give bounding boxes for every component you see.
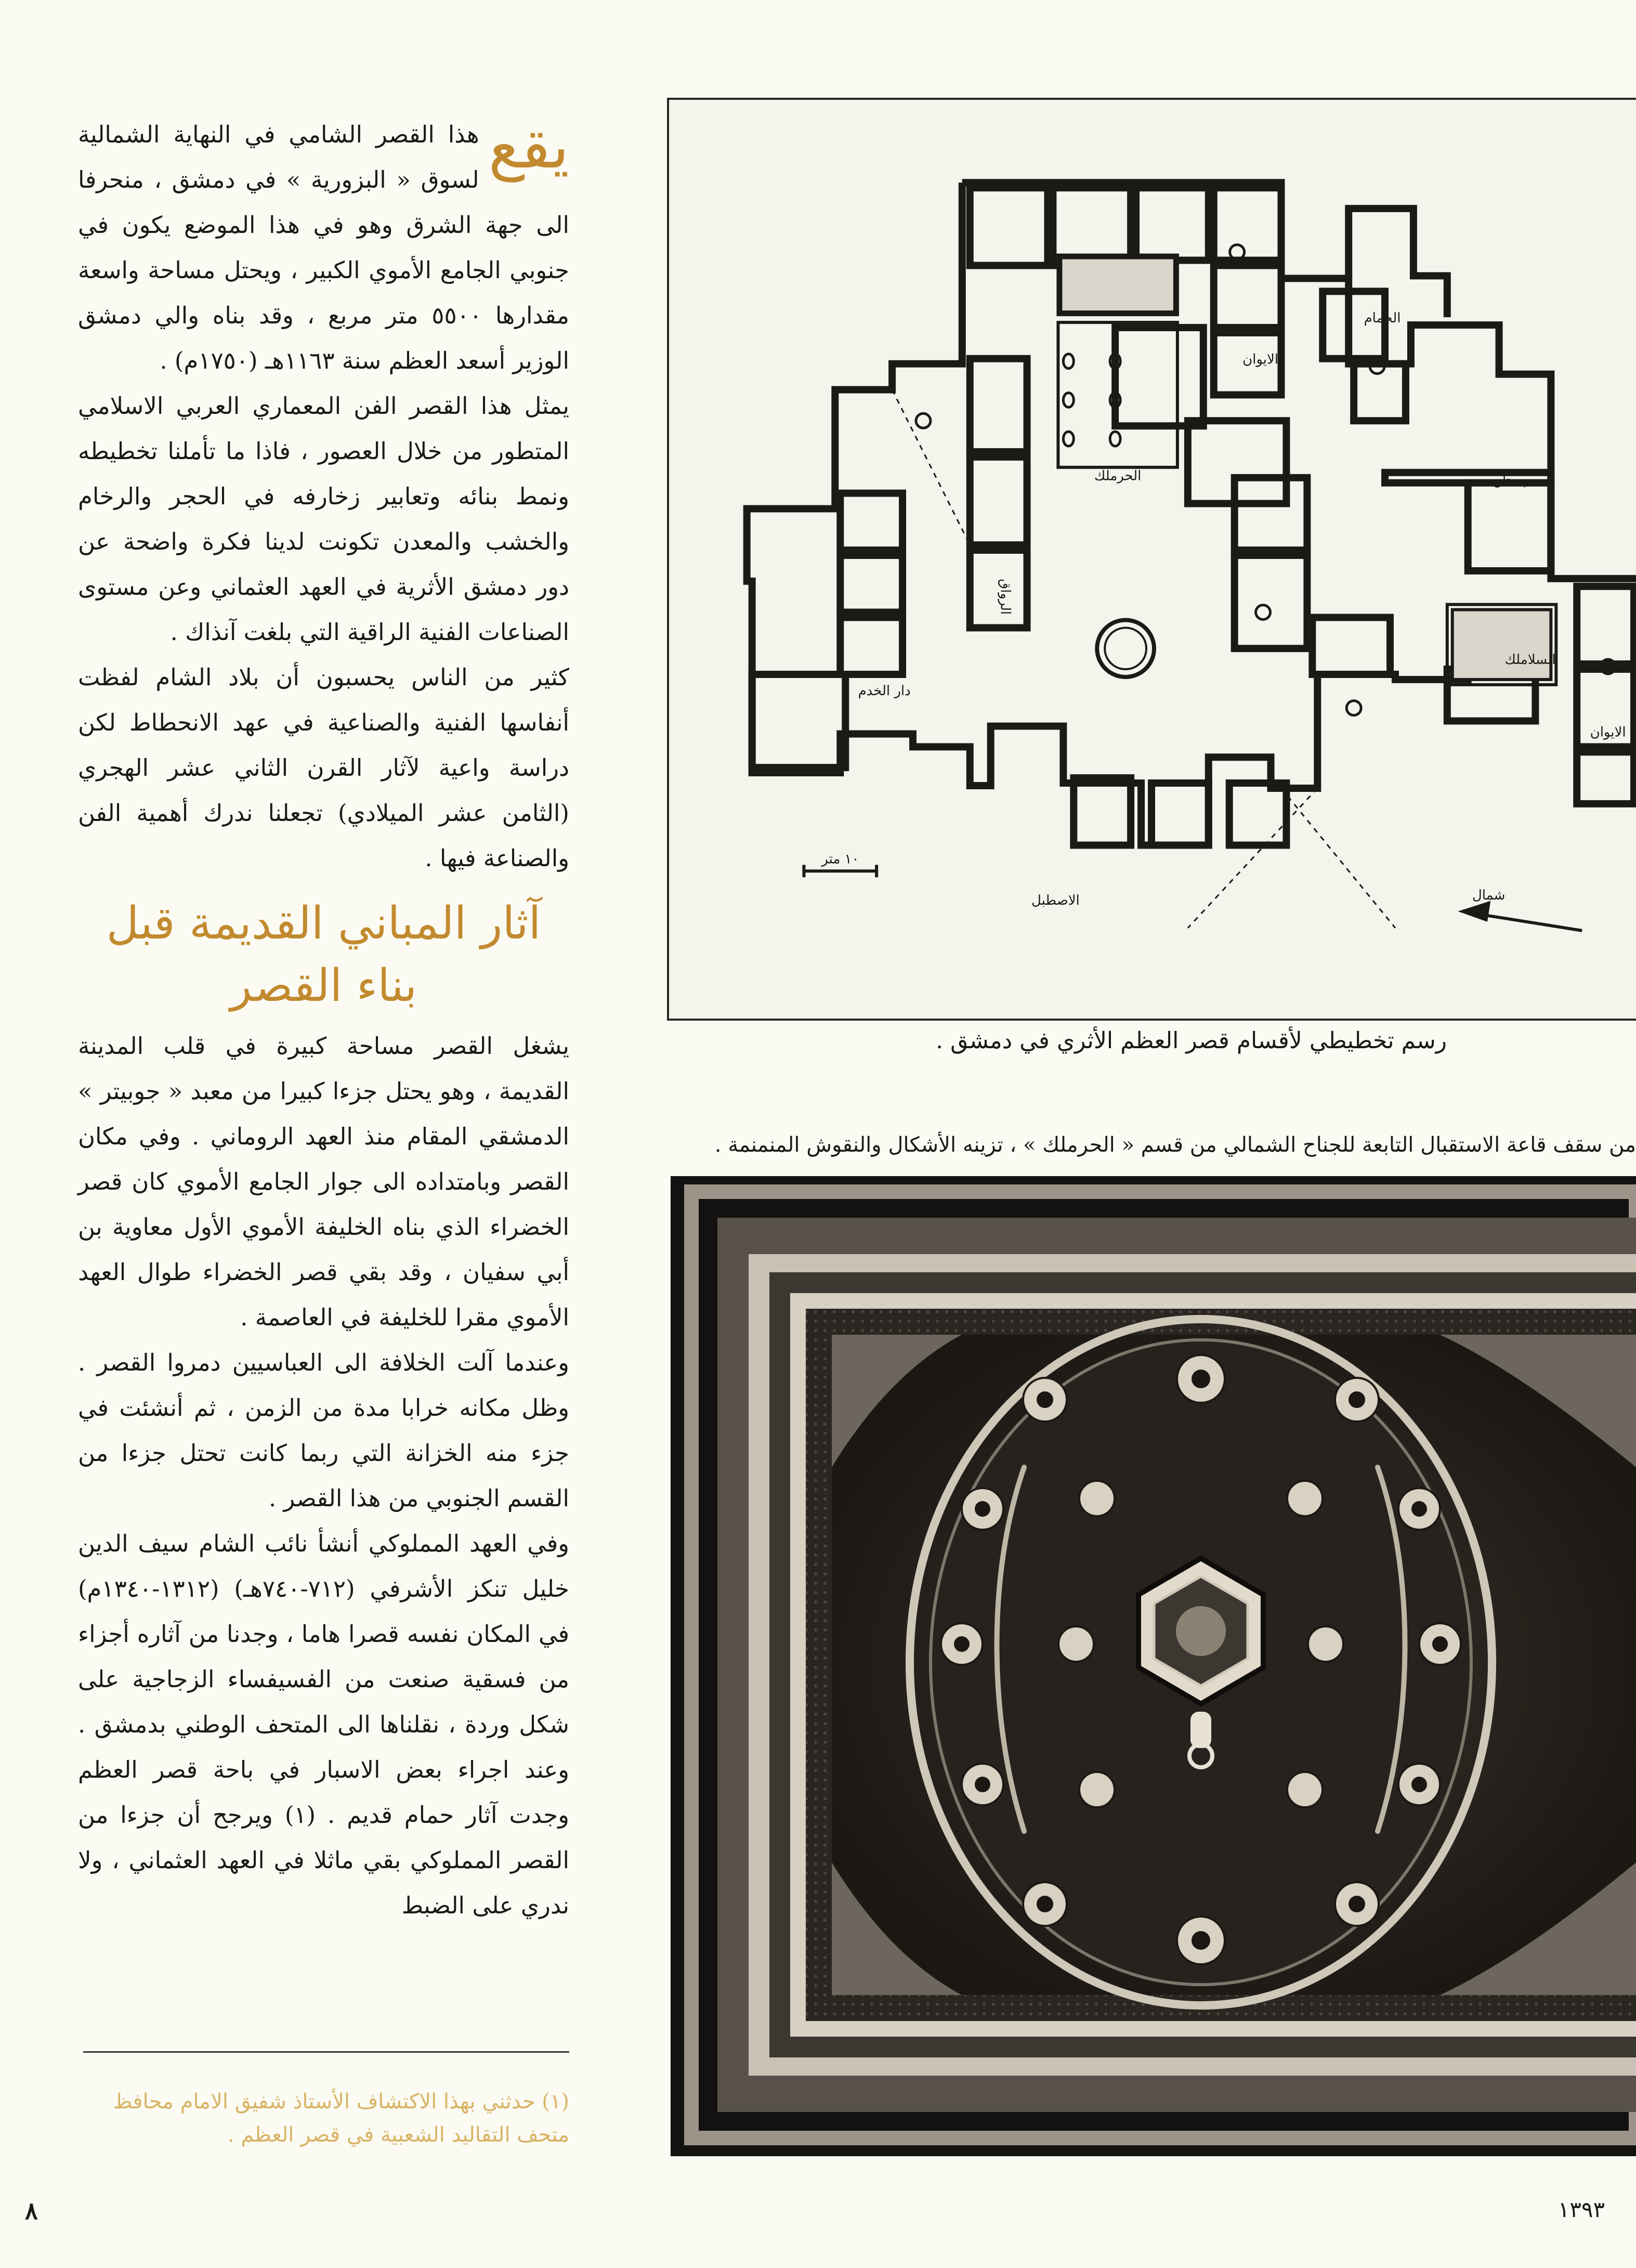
plan-label-dar-khadam: دار الخدم bbox=[858, 683, 911, 699]
plan-label-istabl: الاصطبل bbox=[1031, 893, 1080, 908]
plan-label-north: شمال bbox=[1472, 888, 1506, 904]
ceiling-photo bbox=[671, 1176, 1636, 2156]
article-text-column bbox=[78, 112, 569, 1928]
plan-label-selamlik: السلاملك bbox=[1504, 652, 1556, 668]
dropcap: يقع bbox=[488, 110, 569, 182]
plan-label-iwan: الايوان bbox=[1242, 351, 1278, 368]
article-paragraph-3: كثير من الناس يحسبون أن بلاد الشام لفظت أنفاسها الفنية والصناعية في عهد الانحطاط لكن دراسة واعية لآثار القرن الثاني عشر الهجري (الثامن عشر الميلادي) تجعلنا ندرك أهمية الفن والصناعة فيها . bbox=[78, 663, 569, 872]
footnote-divider bbox=[83, 2051, 569, 2053]
page-number-right: ١٣٩٣ bbox=[1558, 2197, 1605, 2222]
plan-label-riwaq: الرواق bbox=[997, 579, 1013, 615]
plan-label-hammam: الحمام bbox=[1364, 310, 1401, 327]
article-paragraph-2: يمثل هذا القصر الفن المعماري العربي الاسلامي المتطور من خلال العصور ، فاذا ما تأملنا تخطيطه ونمط بنائه وتعابير زخارفه في الحجر والرخام والخشب والمعدن تكونت لدينا فكرة واضحة عن دور دمشق الأثرية في العهد العثماني وعن مستوى الصناعات الفنية الراقية التي بلغت آنذاك . bbox=[78, 392, 569, 646]
article-paragraph-1: يقع هذا القصر الشامي في النهاية الشمالية لسوق « البزورية » في دمشق ، منحرفا الى جهة الشرق وهو في هذا الموضع يكون في جنوبي الجامع الأموي الكبير ، ويحتل مساحة واسعة مقدارها ٥٥٠٠ متر مربع ، وقد بناه والي دمشق الوزير أسعد العظم سنة ١١٦٣هـ (١٧٥٠م) . bbox=[78, 110, 569, 374]
section-paragraph-3: وفي العهد المملوكي أنشأ نائب الشام سيف الدين خليل تنكز الأشرفي (٧١٢-٧٤٠هـ) (١٣١٢-١٣٤٠م) في المكان نفسه قصرا هاما ، وجدنا من آثاره أجزاء من فسقية صنعت من الفسيفساء الزجاجية على شكل وردة ، نقلناها الى المتحف الوطني بدمشق . وعند اجراء بعض الاسبار في باحة قصر العظم وجدت آثار حمام قديم . (١) ويرجح أن جزءا من القصر المملوكي بقي ماثلا في العهد العثماني ، ولا ندري على الضبط bbox=[78, 1530, 569, 1919]
plan-label-bustan: بستان bbox=[1492, 473, 1527, 489]
plan-label-haramlik: الحرملك bbox=[1094, 468, 1142, 484]
section-heading: آثار المباني القديمة قبل بناء القصر bbox=[106, 897, 541, 1012]
plan-label-iwan-2: الايوان bbox=[1590, 724, 1626, 740]
photo-caption: من سقف قاعة الاستقبال التابعة للجناح الشمالي من قسم « الحرملك » ، تزينه الأشكال والنقوش المنمنمة . bbox=[714, 1133, 1636, 1157]
floor-plan-figure bbox=[667, 98, 1636, 1021]
section-paragraph-1: يشغل القصر مساحة كبيرة في قلب المدينة القديمة ، وهو يحتل جزءا كبيرا من معبد « جوبيتر » الدمشقي المقام منذ العهد الروماني . وفي مكان القصر وبامتداده الى جوار الجامع الأموي كان قصر الخضراء الذي بناه الخليفة الأموي الأول معاوية بن أبي سفيان ، وقد بقي قصر الخضراء طوال العهد الأموي مقرا للخليفة في العاصمة . bbox=[78, 1032, 569, 1331]
section-paragraph-2: وعندما آلت الخلافة الى العباسيين دمروا القصر . وظل مكانه خرابا مدة من الزمن ، ثم أنشئت في جزء منه الخزانة التي ربما كانت تحتل جزءا من القسم الجنوبي من هذا القصر . bbox=[78, 1349, 569, 1512]
plan-scale-label: ١٠ متر bbox=[821, 851, 859, 867]
ceiling-ornament-image bbox=[671, 1176, 1636, 2156]
floor-plan-drawing bbox=[669, 100, 1636, 1019]
page-number-left: ٨ bbox=[25, 2197, 38, 2225]
plan-caption: رسم تخطيطي لأقسام قصر العظم الأثري في دمشق . bbox=[936, 1027, 1447, 1054]
footnote: (١) حدثني بهذا الاكتشاف الأستاذ شفيق الامام محافظ متحف التقاليد الشعبية في قصر العظم . bbox=[113, 2090, 569, 2147]
